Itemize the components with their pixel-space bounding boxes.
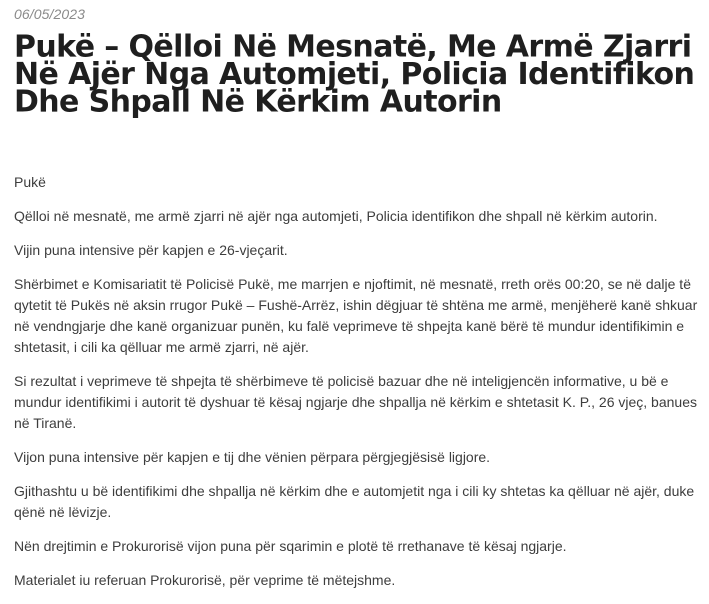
- paragraph-prosecution: Nën drejtimin e Prokurorisë vijon puna për sqarimin e plotë të rrethanave të kësaj ngjarje.: [14, 538, 567, 554]
- article-body: [14, 172, 704, 604]
- paragraph-ongoing: Vijon puna intensive për kapjen e tij dhe vënien përpara përgjegjësisë ligjore.: [14, 449, 491, 465]
- paragraph-incident: Shërbimet e Komisariatit të Policisë Pukë, me marrjen e njoftimit, në mesnatë, rreth orës 00:20, se në dalje të qytetit të Pukës në aksin rrugor Pukë – Fushë-Arrëz, ishin dëgjuar të shtëna me armë, menjëherë kanë shkuar në vendngjarje dhe kanë organizuar punën, ku falë veprimeve të shpejta kanë bërë të mundur identifikimin e shtetasit, i cili ka qëlluar me armë zjarri, në ajër.: [14, 276, 698, 355]
- paragraph-vehicle: Gjithashtu u bë identifikimi dhe shpallja në kërkim dhe e automjetit nga i cili ky shtetas ka qëlluar në ajër, duke qënë në lëvizje.: [14, 483, 695, 520]
- article-date: 06/05/2023: [14, 6, 86, 22]
- article-title: Pukë – Qëlloi Në Mesnatë, Me Armë Zjarri Në Ajër Nga Automjeti, Policia Identifikon Dhe Shpall Në Kërkim Autorin: [14, 28, 695, 120]
- paragraph-identification: Si rezultat i veprimeve të shpejta të shërbimeve të policisë bazuar dhe në inteligjencën informative, u bë e mundur identifikimi i autorit të dyshuar të kësaj ngjarje dhe shpallja në kërkim e shtetasit K. P., 26 vjeç, banues në Tiranë.: [14, 373, 697, 431]
- paragraph-lead: Qëlloi në mesnatë, me armë zjarri në ajër nga automjeti, Policia identifikon dhe shpall në kërkim autorin.: [14, 208, 658, 224]
- paragraph-referral: Materialet iu referuan Prokurorisë, për veprime të mëtejshme.: [14, 572, 396, 588]
- paragraph-location: Pukë: [14, 174, 46, 190]
- paragraph-search: Vijin puna intensive për kapjen e 26-vjeçarit.: [14, 242, 288, 258]
